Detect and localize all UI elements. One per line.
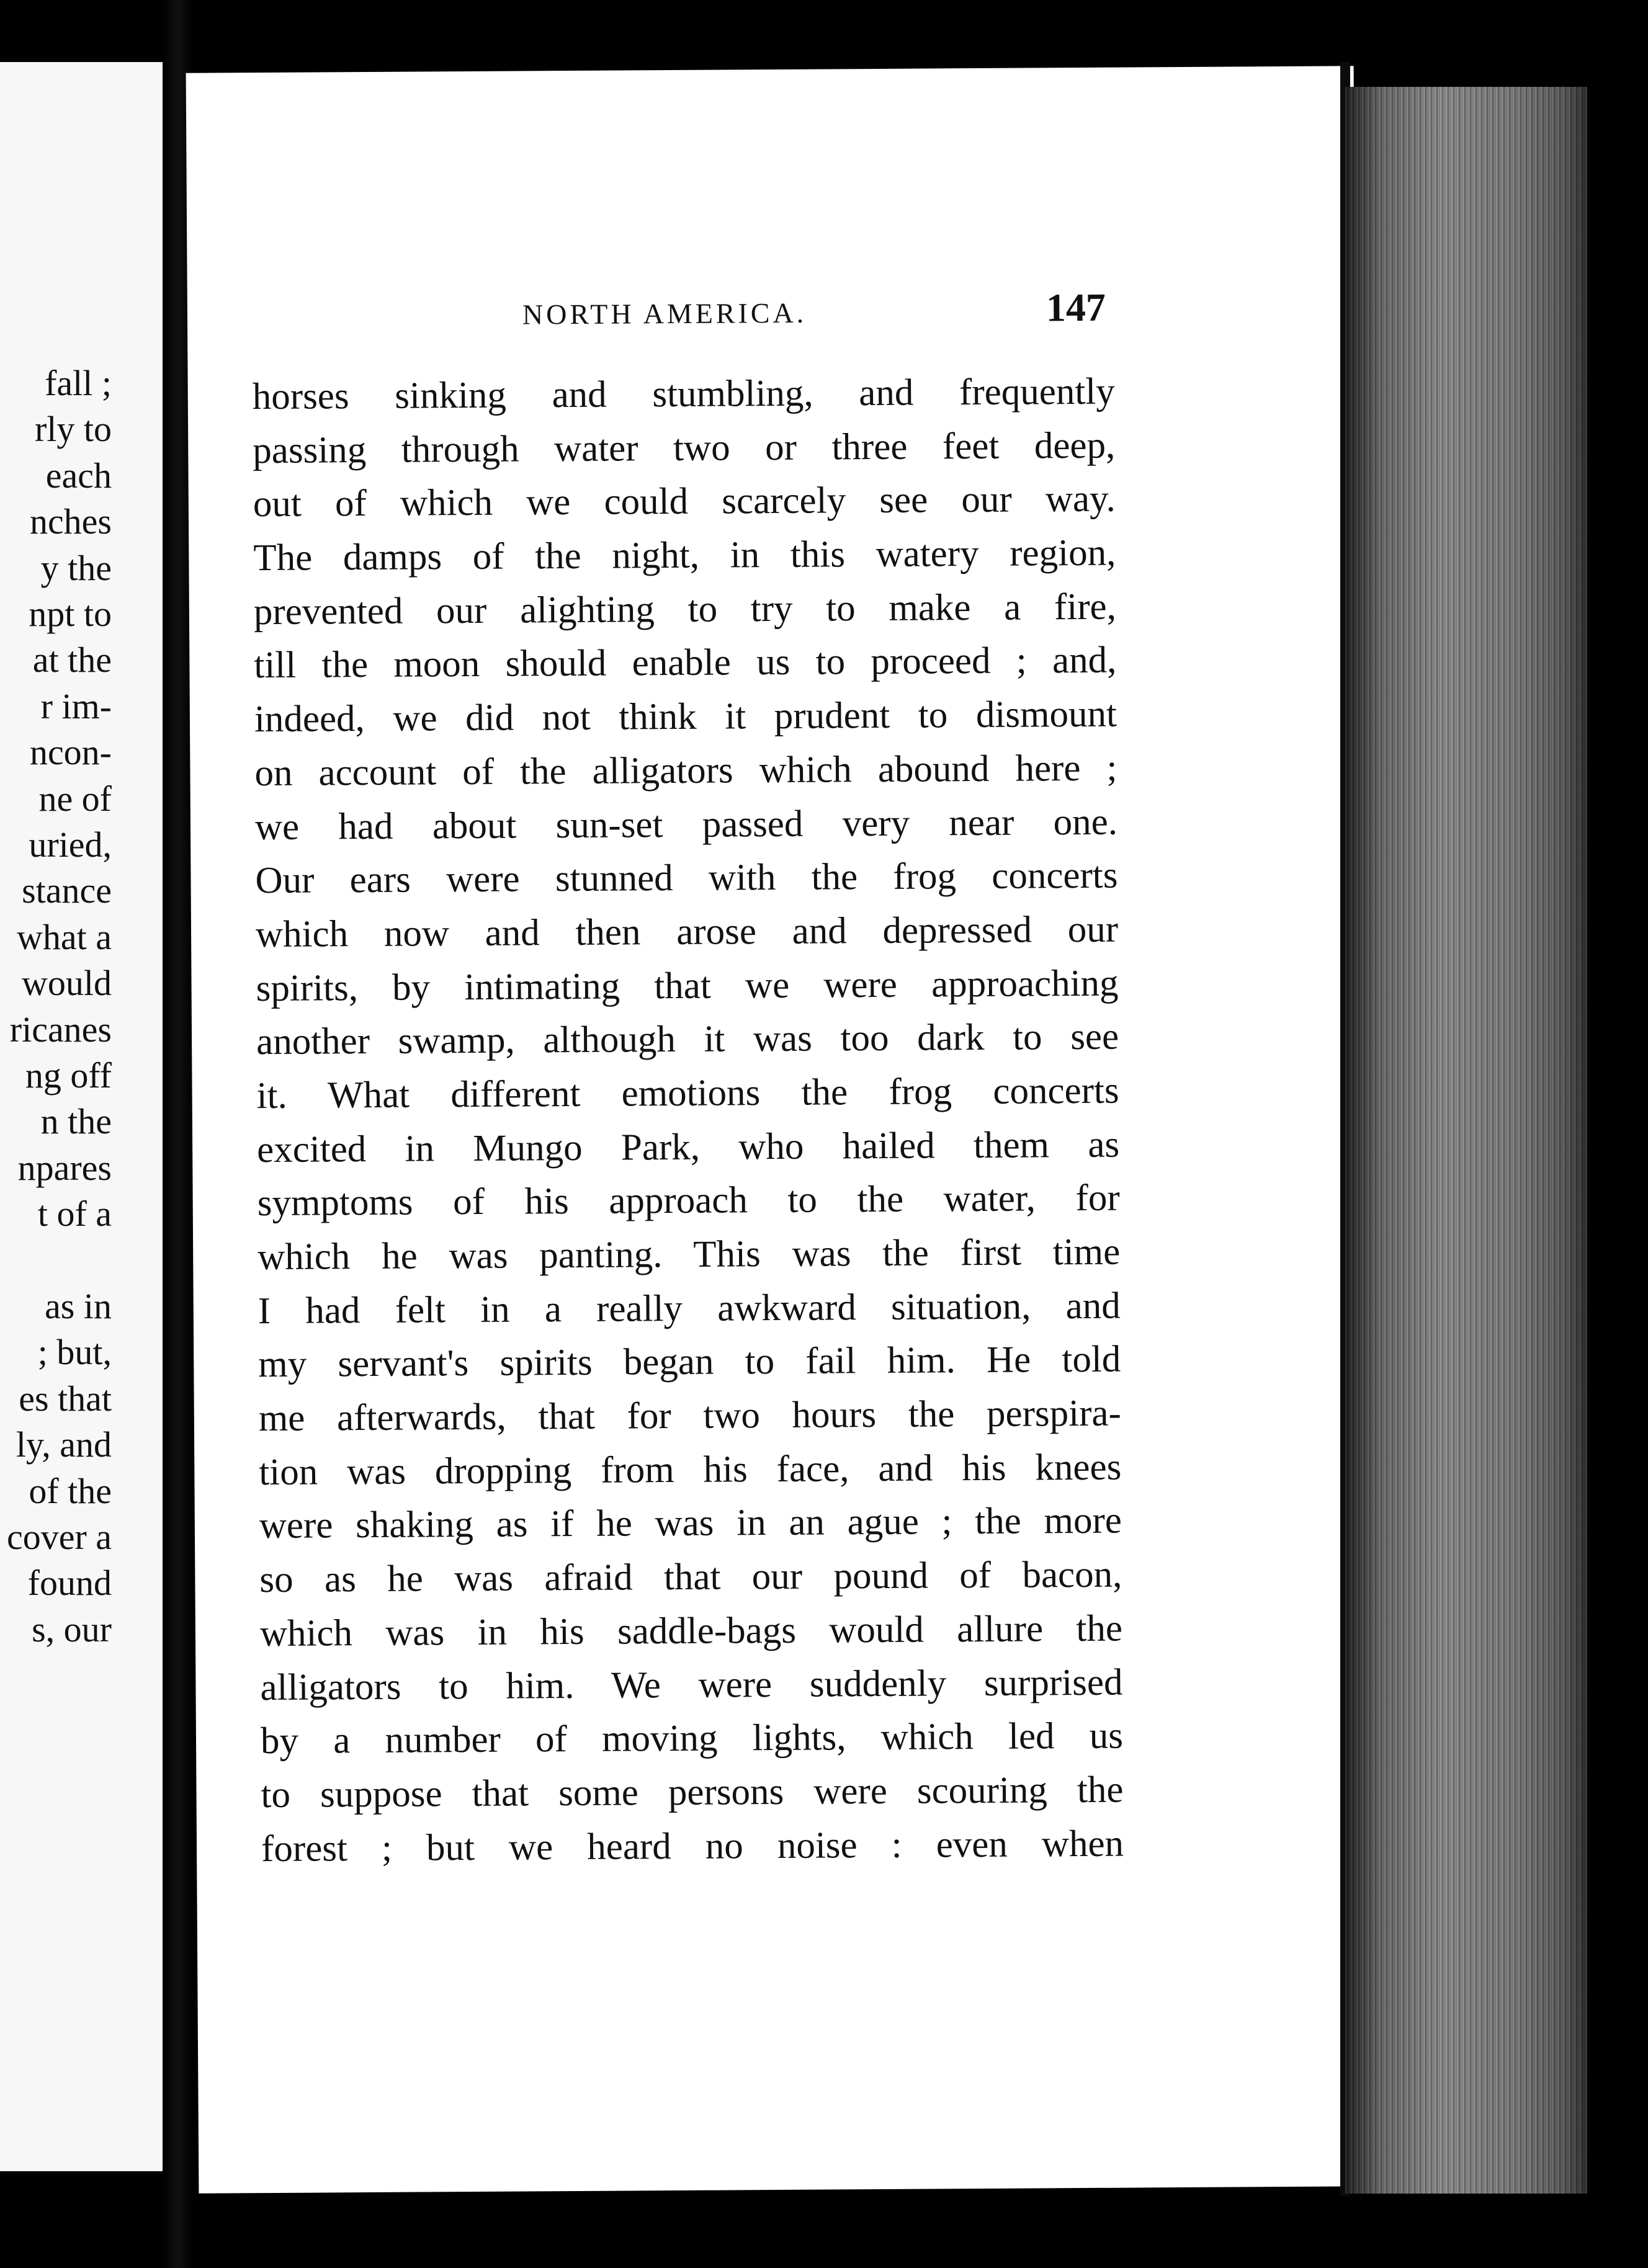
- facing-page-line: as in: [45, 1286, 112, 1326]
- text-line: The damps of the night, in this watery region,: [253, 532, 1116, 579]
- text-line: which he was panting. This was the first time: [258, 1231, 1121, 1279]
- text-line: on account of the alligators which abound here ;: [254, 747, 1117, 794]
- text-line: passing through water two or three feet deep,: [253, 424, 1116, 471]
- facing-page-line: nches: [29, 501, 112, 542]
- facing-page-line: ncon-: [29, 732, 112, 773]
- facing-page-line: r im-: [40, 685, 112, 726]
- facing-page-line: y the: [40, 547, 112, 588]
- text-line: tion was dropping from his face, and his knees: [259, 1446, 1122, 1493]
- text-line: I had felt in a really awkward situation, and: [258, 1285, 1121, 1332]
- text-line: to suppose that some persons were scouring the: [261, 1769, 1124, 1816]
- text-line: were shaking as if he was in an ague ; the more: [259, 1500, 1122, 1547]
- facing-page-line: s, our: [32, 1609, 112, 1650]
- text-line: spirits, by intimating that we were approaching: [256, 962, 1119, 1009]
- text-line: so as he was afraid that our pound of bacon,: [259, 1553, 1122, 1601]
- text-line: out of which we could scarcely see our way.: [253, 478, 1116, 525]
- facing-page-line: each: [45, 455, 112, 496]
- facing-page-line: of the: [29, 1470, 112, 1511]
- text-line: another swamp, although it was too dark to see: [256, 1016, 1119, 1063]
- facing-page-line: what a: [17, 916, 112, 957]
- text-line: till the moon should enable us to proceed ; and,: [254, 640, 1117, 687]
- text-line: indeed, we did not think it prudent to dismount: [254, 693, 1117, 741]
- text-line: excited in Mungo Park, who hailed them as: [256, 1123, 1120, 1171]
- facing-page-line: npt to: [29, 594, 112, 634]
- text-line: which was in his saddle-bags would allure the: [259, 1607, 1123, 1654]
- facing-page-line: uried,: [29, 824, 112, 865]
- facing-page-line: ly, and: [16, 1424, 112, 1465]
- text-line: we had about sun-set passed very near one.: [254, 801, 1118, 848]
- facing-page: [0, 62, 163, 2171]
- page-edges: [1345, 87, 1587, 2194]
- facing-page-line: cover a: [6, 1517, 112, 1557]
- text-line: prevented our alighting to try to make a fire,: [253, 586, 1117, 633]
- text-line: me afterwards, that for two hours the perspira-: [258, 1392, 1122, 1440]
- facing-page-line: fall ;: [45, 363, 112, 403]
- facing-page-line: rly to: [34, 409, 112, 450]
- facing-page-line: found: [27, 1563, 112, 1604]
- text-line: alligators to him. We were suddenly surprised: [260, 1661, 1123, 1708]
- facing-page-line: npares: [17, 1147, 112, 1188]
- body-text: [253, 365, 1124, 1877]
- text-line: symptoms of his approach to the water, for: [257, 1177, 1120, 1225]
- facing-page-line: es that: [19, 1378, 112, 1419]
- facing-page-line: ricanes: [9, 1009, 112, 1050]
- text-line: forest ; but we heard no noise : even when: [261, 1823, 1124, 1870]
- text-line: which now and then arose and depressed our: [255, 908, 1119, 955]
- text-line: horses sinking and stumbling, and frequently: [252, 370, 1115, 418]
- facing-page-line: ; but,: [37, 1332, 112, 1373]
- text-line: my servant's spirits began to fail him. He told: [258, 1338, 1121, 1386]
- page-number: 147: [1046, 285, 1106, 330]
- facing-page-line: ng off: [25, 1055, 112, 1096]
- facing-page-line: stance: [22, 870, 112, 911]
- text-line: by a number of moving lights, which led us: [260, 1715, 1124, 1762]
- text-line: it. What different emotions the frog concerts: [256, 1069, 1119, 1117]
- running-head: NORTH AMERICA.: [522, 297, 807, 331]
- text-line: Our ears were stunned with the frog concerts: [255, 854, 1118, 902]
- facing-page-line: t of a: [37, 1194, 112, 1234]
- facing-page-line: at the: [32, 640, 112, 681]
- facing-page-line: would: [22, 963, 112, 1004]
- book-page: [186, 66, 1367, 2193]
- facing-page-line: ne of: [38, 778, 112, 819]
- facing-page-line: n the: [40, 1101, 112, 1142]
